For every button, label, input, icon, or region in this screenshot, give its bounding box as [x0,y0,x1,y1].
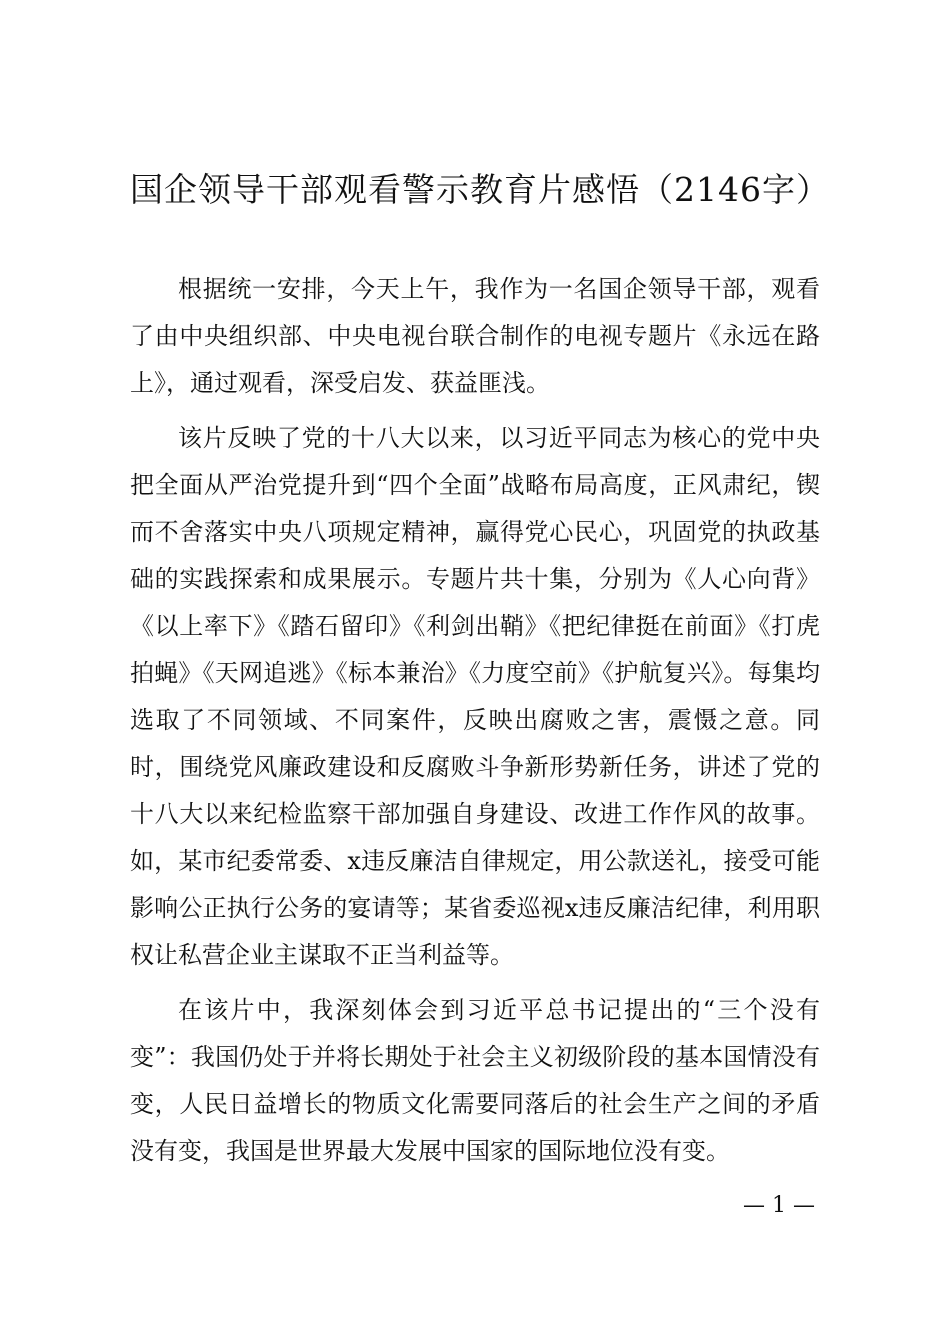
document-title: 国企领导干部观看警示教育片感悟（2146字） [130,170,830,209]
paragraph-1: 根据统一安排，今天上午，我作为一名国企领导干部，观看了由中央组织部、中央电视台联合制作的电视专题片《永远在路上》，通过观看，深受启发、获益匪浅。 [130,275,820,397]
document-body [130,266,820,1183]
paragraph-2: 该片反映了党的十八大以来，以习近平同志为核心的党中央把全面从严治党提升到“四个全面”战略布局高度，正风肃纪，锲而不舍落实中央八项规定精神，赢得党心民心，巩固党的执政基础的实践探索和成果展示。专题片共十集，分别为《人心向背》《以上率下》《踏石留印》《利剑出鞘》《把纪律挺在前面》《打虎拍蝇》《天网追逃》《标本兼治》《力度空前》《护航复兴》。每集均选取了不同领域、不同案件，反映出腐败之害，震慑之意。同时，围绕党风廉政建设和反腐败斗争新形势新任务，讲述了党的十八大以来纪检监察干部加强自身建设、改进工作作风的故事。如，某市纪委常委、x违反廉洁自律规定，用公款送礼，接受可能影响公正执行公务的宴请等；某省委巡视x违反廉洁纪律，利用职权让私营企业主谋取不正当利益等。 [130,424,820,969]
page-number: — 1 — [743,1193,815,1218]
paragraph-3: 在该片中，我深刻体会到习近平总书记提出的“三个没有变”：我国仍处于并将长期处于社会主义初级阶段的基本国情没有变，人民日益增长的物质文化需要同落后的社会生产之间的矛盾没有变，我国是世界最大发展中国家的国际地位没有变。 [130,996,820,1165]
